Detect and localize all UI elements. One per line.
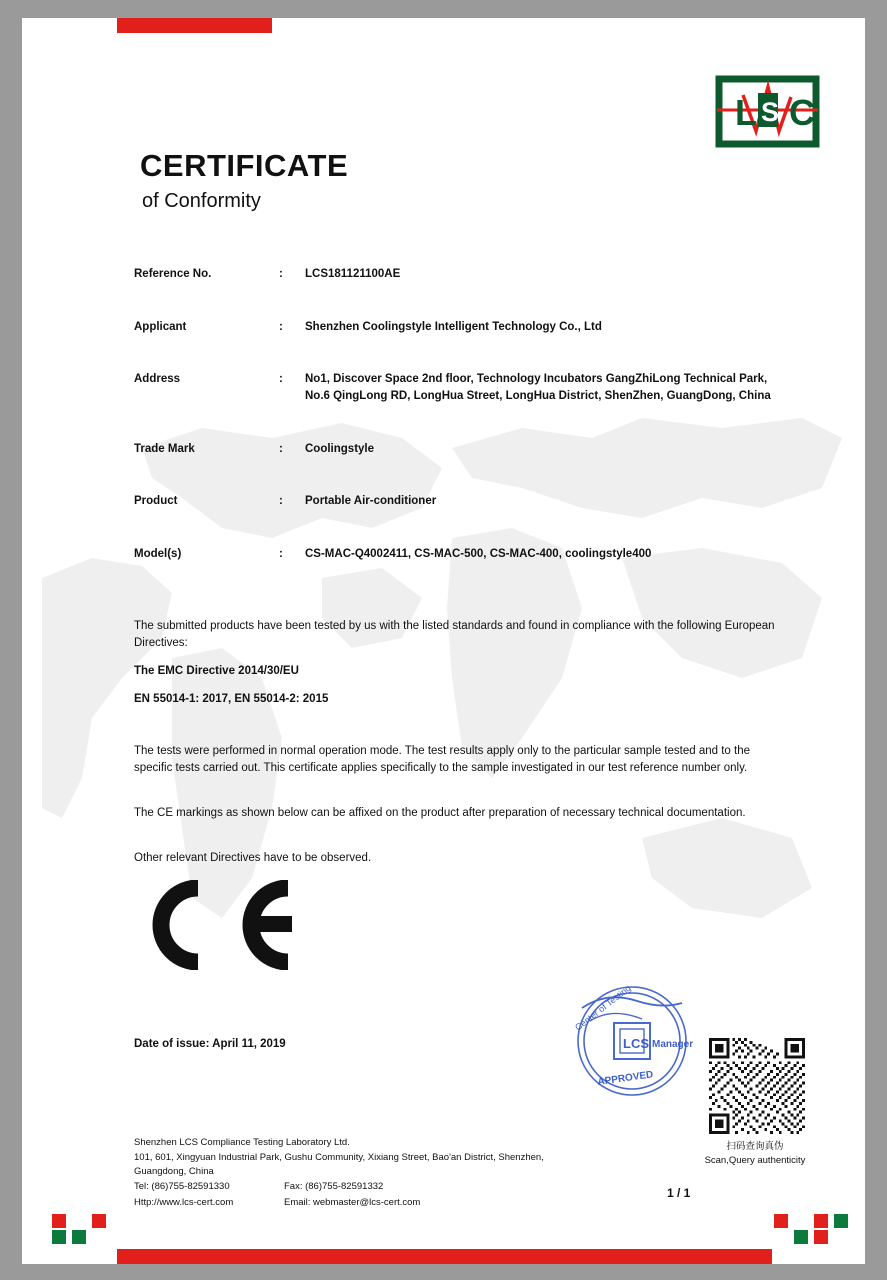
qr-caption-en: Scan,Query authenticity <box>704 1155 806 1167</box>
field-colon: : <box>279 442 283 455</box>
svg-text:APPROVED: APPROVED <box>596 1069 654 1088</box>
ce-note-text: The CE markings as shown below can be affixed on the product after preparation of necessary technical documentation. <box>134 807 746 819</box>
certificate-sheet <box>22 18 865 1264</box>
footer-tel: Tel: (86)755-82591330 <box>134 1181 230 1193</box>
field-colon: : <box>279 373 283 386</box>
field-value-trade-mark: Coolingstyle <box>305 442 375 455</box>
lcs-logo-icon <box>715 73 820 153</box>
field-row <box>134 441 794 458</box>
page-number: 1 / 1 <box>667 1186 691 1200</box>
field-label: Product <box>134 495 178 508</box>
field-value-applicant: Shenzhen Coolingstyle Intelligent Technology Co., Ltd <box>305 320 602 333</box>
field-row <box>134 319 794 336</box>
approval-stamp <box>552 973 712 1103</box>
footer-contact-row <box>134 1180 654 1194</box>
certificate-content <box>22 18 865 1264</box>
compliance-intro-text: The submitted products have been tested by us with the listed standards and found in compliance with the following European Directives: <box>134 620 775 650</box>
svg-text:L: L <box>735 92 757 133</box>
svg-text:Center of Testing: Center of Testing <box>573 982 633 1033</box>
other-directives-text: Other relevant Directives have to be observed. <box>134 852 372 864</box>
field-value-product: Portable Air-conditioner <box>305 495 437 508</box>
field-row <box>134 546 794 563</box>
page-subtitle: of Conformity <box>142 190 261 212</box>
field-colon: : <box>279 548 283 561</box>
footer-address-line2: Guangdong, China <box>134 1165 214 1177</box>
footer <box>134 1136 654 1210</box>
footer-email[interactable]: Email: webmaster@lcs-cert.com <box>284 1197 421 1209</box>
svg-text:Manager: Manager <box>652 1039 694 1050</box>
qr-caption <box>675 1140 835 1169</box>
svg-text:C: C <box>789 92 815 133</box>
date-of-issue: Date of issue: April 11, 2019 <box>134 1038 286 1050</box>
footer-company: Shenzhen LCS Compliance Testing Laboratory Ltd. <box>134 1137 350 1148</box>
field-value-address: No1, Discover Space 2nd floor, Technology Incubators GangZhiLong Technical Park, No.6 QingLong RD, LongHua Street, LongHua District, ShenZhen, GuangDong, China <box>305 373 771 403</box>
directive-text: The EMC Directive 2014/30/EU <box>134 665 299 677</box>
footer-contact-row <box>134 1196 654 1210</box>
field-value-models: CS-MAC-Q4002411, CS-MAC-500, CS-MAC-400, coolingstyle400 <box>305 548 652 561</box>
field-colon: : <box>279 320 283 333</box>
footer-fax: Fax: (86)755-82591332 <box>284 1181 384 1193</box>
qr-caption-cn: 扫码查询真伪 <box>726 1141 784 1152</box>
qr-code[interactable] <box>709 1038 805 1134</box>
svg-text:LCS: LCS <box>623 1036 649 1051</box>
field-label: Applicant <box>134 320 187 333</box>
field-row <box>134 266 794 283</box>
svg-text:S: S <box>761 97 780 127</box>
field-label: Trade Mark <box>134 442 195 455</box>
field-colon: : <box>279 268 283 280</box>
footer-address-line1: 101, 601, Xingyuan Industrial Park, Gushu Community, Xixiang Street, Bao'an District, Shenzhen, <box>134 1151 544 1163</box>
page-title: CERTIFICATE <box>140 148 349 183</box>
field-label: Model(s) <box>134 548 182 561</box>
field-colon: : <box>279 495 283 508</box>
field-label: Address <box>134 373 181 386</box>
standards-text: EN 55014-1: 2017, EN 55014-2: 2015 <box>134 693 329 705</box>
field-label: Reference No. <box>134 268 212 280</box>
ce-mark-icon <box>140 880 300 970</box>
field-row <box>134 371 794 404</box>
footer-website[interactable]: Http://www.lcs-cert.com <box>134 1197 234 1209</box>
field-value-reference-no: LCS181121100AE <box>305 268 401 280</box>
certificate-fields <box>134 266 794 599</box>
field-row <box>134 493 794 510</box>
tests-note-text: The tests were performed in normal operation mode. The test results apply only to the particular sample tested and to the specific tests carried out. This certificate applies specifically to the sample investigated in our test reference number only. <box>134 745 751 775</box>
